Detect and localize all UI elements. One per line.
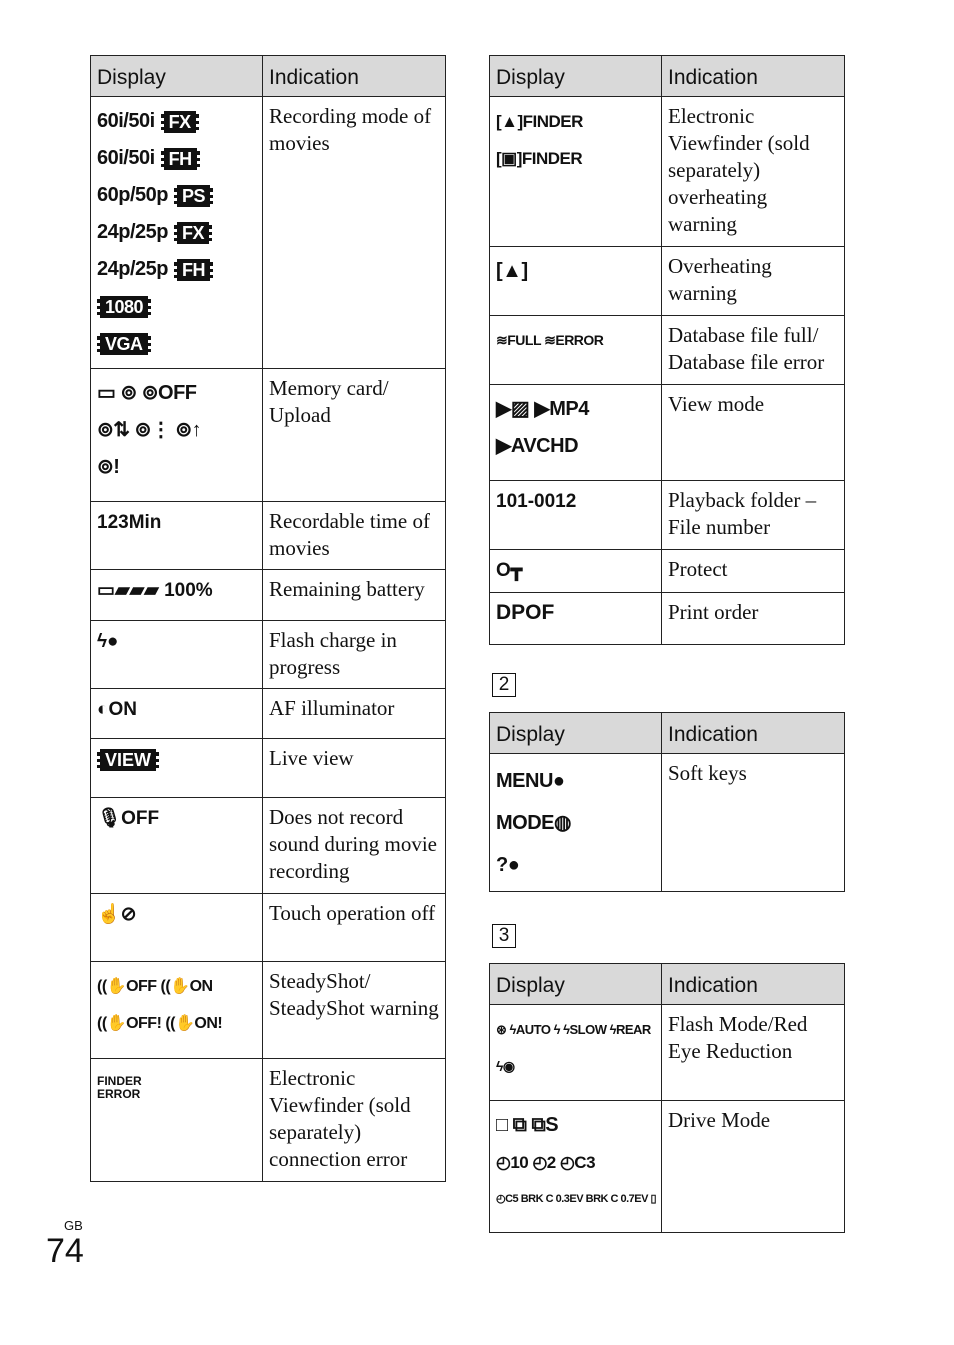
display-cell [490, 593, 662, 645]
help-soft-key: ?● [496, 854, 520, 876]
table-header [490, 964, 845, 1005]
display-cell [91, 570, 263, 621]
indication-cell: Electronic Viewfinder (sold separately) overheating warning [662, 97, 845, 247]
key-icon: O┳ [496, 560, 523, 581]
indication-cell: View mode [662, 385, 845, 481]
view-mode-icons: ▶▨ ▶MP4 [496, 398, 589, 420]
indication-cell: Recording mode of movies [263, 97, 446, 369]
movie-mode-24p-fh: 24p/25p FH [97, 251, 256, 288]
table-row [91, 369, 446, 502]
indication-cell: AF illuminator [263, 689, 446, 739]
left-table [90, 55, 446, 1182]
overheat-icon: [▲] [496, 260, 528, 282]
table-row [490, 1101, 845, 1233]
header-indication: Indication [662, 964, 845, 1005]
self-timer-icons: ◴10 ◴2 ◴C3 [496, 1153, 596, 1172]
table-row [91, 739, 446, 798]
display-cell [91, 502, 263, 570]
view-mode-avchd-icon: ▶AVCHD [496, 435, 579, 457]
header-display: Display [490, 964, 662, 1005]
drive-mode-icons: □ ⧉ ⧉S [496, 1114, 559, 1136]
display-cell [490, 550, 662, 593]
display-cell [490, 385, 662, 481]
flash-mode-icons: ⊛ ϟAUTO ϟ ϟSLOW ϟREAR [496, 1022, 651, 1037]
table-row [490, 1005, 845, 1101]
memory-card-wifi-icons: ▭ ⊚ ⊚OFF [97, 382, 197, 404]
movie-mode-24p-fx: 24p/25p FX [97, 214, 256, 251]
table-row [490, 754, 845, 892]
indication-cell: Database file full/ Database file error [662, 316, 845, 385]
indication-cell: Recordable time of movies [263, 502, 446, 570]
finder-overheat-warning-icon: [▣]FINDER [496, 149, 583, 168]
movie-mode-60p-ps: 60p/50p PS [97, 177, 256, 214]
af-illuminator-icon: ◐ON [97, 699, 137, 720]
indication-cell: SteadyShot/ SteadyShot warning [263, 962, 446, 1059]
steadyshot-icons: ((✋OFF ((✋ON [97, 978, 213, 995]
table-row [91, 962, 446, 1059]
indication-cell: Remaining battery [263, 570, 446, 621]
table-row [91, 894, 446, 962]
section-2-label: 2 [492, 673, 516, 697]
upload-warning-icon: ⊚! [97, 456, 120, 478]
display-cell [91, 798, 263, 894]
display-cell [490, 1101, 662, 1233]
table-row [490, 385, 845, 481]
table-row [490, 481, 845, 550]
indication-cell: Does not record sound during movie recording [263, 798, 446, 894]
display-cell [490, 481, 662, 550]
indication-cell: Memory card/ Upload [263, 369, 446, 502]
page-number: 74 [46, 1232, 84, 1270]
display-cell [91, 962, 263, 1059]
table-row [91, 97, 446, 369]
header-display: Display [91, 56, 263, 97]
section-3-label: 3 [492, 924, 516, 948]
table-row [490, 97, 845, 247]
display-cell [490, 754, 662, 892]
indication-cell: Print order [662, 593, 845, 645]
database-icons: ≋FULL ≋ERROR [496, 332, 604, 348]
table-row [91, 502, 446, 570]
audio-off-icon: 🎙OFF [97, 808, 160, 829]
indication-cell: Soft keys [662, 754, 845, 892]
touch-off-icon: ☝⊘ [97, 904, 137, 925]
display-cell [91, 894, 263, 962]
indication-cell: Playback folder – File number [662, 481, 845, 550]
header-indication: Indication [662, 713, 845, 754]
movie-mode-60i-fh: 60i/50i FH [97, 140, 256, 177]
right-table-3 [489, 963, 845, 1233]
right-table-1 [489, 55, 845, 645]
indication-cell: Touch operation off [263, 894, 446, 962]
table-row [91, 570, 446, 621]
table-row [490, 593, 845, 645]
folder-file-number: 101-0012 [496, 491, 577, 512]
finder-error-icon: FINDER ERROR [97, 1074, 142, 1101]
finder-overheat-icon: [▲]FINDER [496, 112, 583, 131]
recordable-time-text: 123Min [97, 512, 162, 533]
menu-soft-key: MENU● [496, 770, 565, 792]
upload-icons: ⊚⇅ ⊚⋮ ⊚↑ [97, 419, 202, 441]
table-row [91, 798, 446, 894]
mode-soft-key: MODE◍ [496, 812, 571, 834]
movie-mode-vga-icon: VGA [97, 325, 256, 362]
indication-cell: Live view [263, 739, 446, 798]
display-cell [490, 1005, 662, 1101]
table-row [490, 316, 845, 385]
display-cell [91, 739, 263, 798]
display-cell [91, 689, 263, 739]
display-cell [91, 97, 263, 369]
bracket-icons: ◴C5 BRK C 0.3EV BRK C 0.7EV ▯ [496, 1193, 657, 1205]
indication-cell: Drive Mode [662, 1101, 845, 1233]
right-table-2 [489, 712, 845, 892]
live-view-icon: VIEW [97, 749, 159, 771]
table-header [490, 56, 845, 97]
indication-cell: Electronic Viewfinder (sold separately) connection error [263, 1059, 446, 1182]
battery-icon: ▭▰▰▰ 100% [97, 580, 213, 601]
table-header [91, 56, 446, 97]
table-header [490, 713, 845, 754]
language-label: GB [64, 1218, 83, 1233]
indication-cell: Overheating warning [662, 247, 845, 316]
indication-cell: Protect [662, 550, 845, 593]
display-cell [490, 247, 662, 316]
red-eye-icon: ϟ◉ [496, 1058, 515, 1074]
header-indication: Indication [662, 56, 845, 97]
steadyshot-warning-icons: ((✋OFF! ((✋ON! [97, 1015, 223, 1032]
table-row [91, 621, 446, 689]
indication-cell: Flash charge in progress [263, 621, 446, 689]
table-row [91, 1059, 446, 1182]
table-row [490, 550, 845, 593]
display-cell [91, 369, 263, 502]
movie-mode-60i-fx: 60i/50i FX [97, 103, 256, 140]
display-cell [490, 316, 662, 385]
display-cell [91, 1059, 263, 1182]
display-cell [490, 97, 662, 247]
flash-charge-icon: ϟ● [97, 631, 119, 652]
header-indication: Indication [263, 56, 446, 97]
header-display: Display [490, 56, 662, 97]
table-row [91, 689, 446, 739]
indication-cell: Flash Mode/Red Eye Reduction [662, 1005, 845, 1101]
dpof-icon: DPOF [496, 601, 555, 624]
header-display: Display [490, 713, 662, 754]
table-row [490, 247, 845, 316]
display-cell [91, 621, 263, 689]
movie-mode-1080-icon: 1080 [97, 288, 256, 325]
